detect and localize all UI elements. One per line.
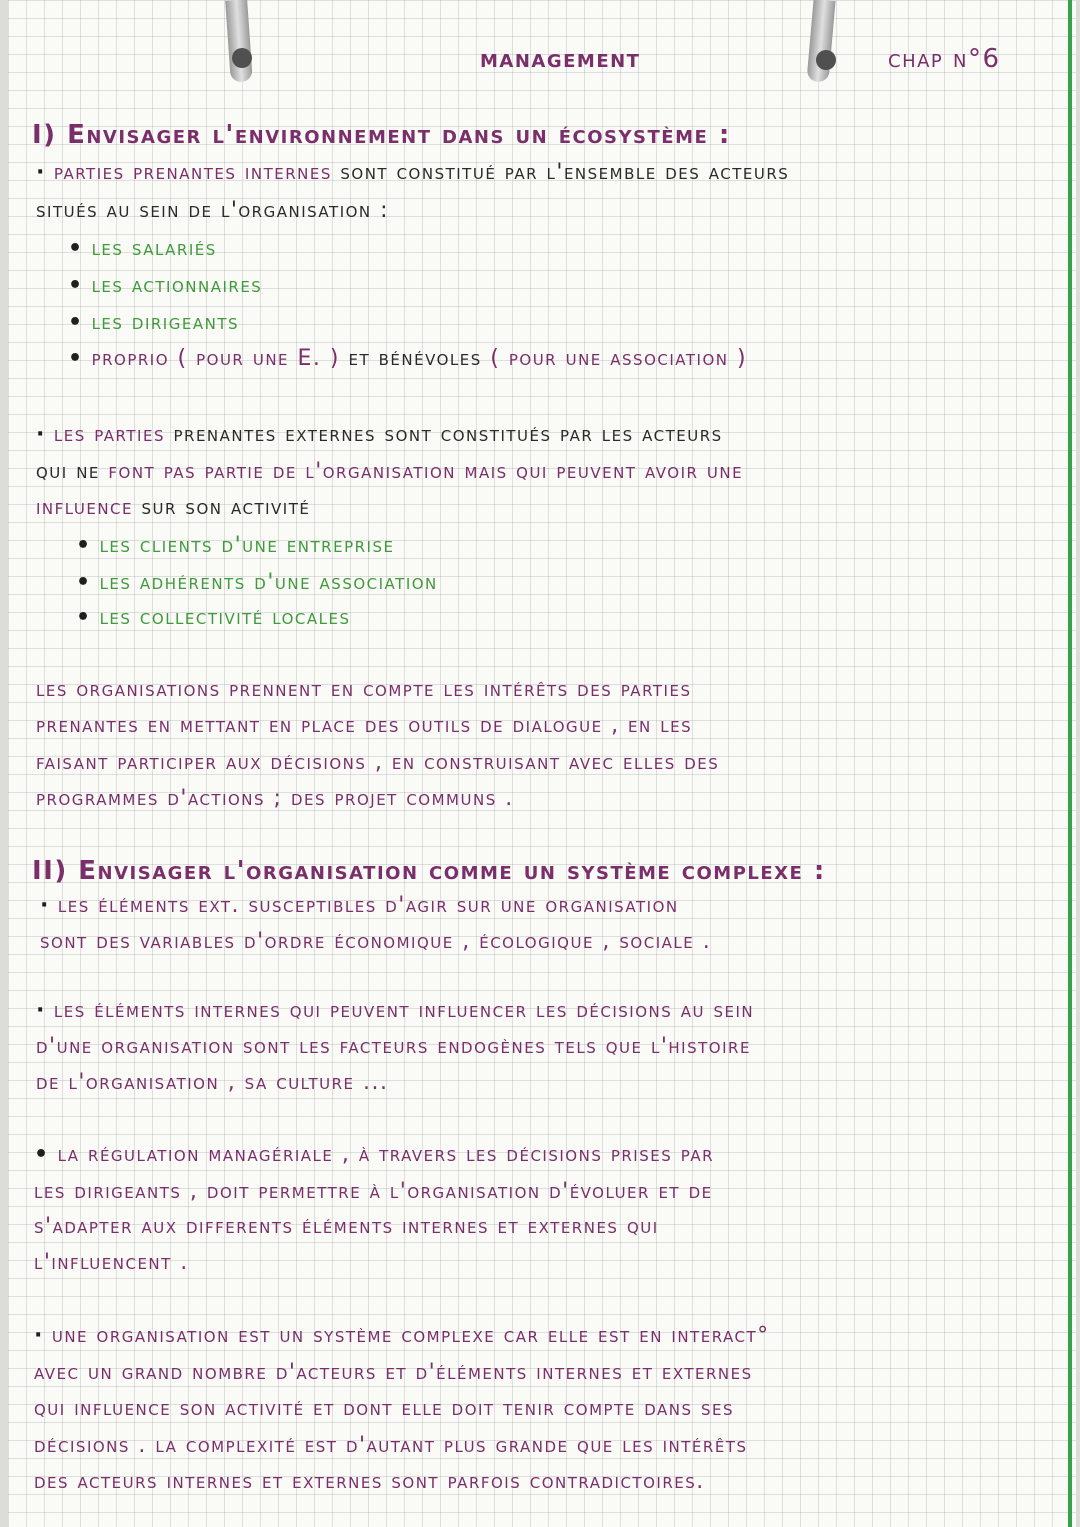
subject-title: management [480,44,641,74]
ext-elements-line-2: sont des variables d'ordre économique , écologique , sociale . [40,929,712,954]
stakeholder-para-line-3: faisant participer aux décisions , en construisant avec elles des [36,750,720,775]
internal-item-2: • les actionnaires [68,273,263,298]
complex-line-1: · une organisation est un système complexe car elle est en interact° [34,1323,770,1348]
int-elements-line-2: d'une organisation sont les facteurs endogènes tels que l'histoire [36,1034,751,1059]
internal-item-4: • proprio ( pour une E. ) et bénévoles ( pour une association ) [68,346,748,371]
internal-def: sont constitué par l'ensemble des acteurs [340,160,790,185]
punch-hole-right [816,50,836,70]
ext-elements-line-1: · les éléments ext. susceptibles d'agir sur une organisation [40,893,679,918]
regulation-line-4: l'influencent . [34,1250,189,1275]
internal-item-1: • les salariés [68,236,217,261]
external-line-1: · les parties prenantes externes sont constitués par les acteurs [36,422,723,447]
stakeholder-para-line-2: prenantes en mettant en place des outils de dialogue , en les [36,713,693,738]
section-1-heading: I) Envisager l'environnement dans un écosystème : [32,120,731,150]
internal-term: parties prenantes internes [53,160,332,185]
complex-line-2: avec un grand nombre d'acteurs et d'éléments internes et externes [34,1360,753,1385]
external-item-3: • les collectivité locales [76,605,351,630]
stakeholder-para-line-4: programmes d'actions ; des projet communs . [36,786,514,811]
internal-line-1: · parties prenantes internes sont constitué par l'ensemble des acteurs [36,160,790,185]
external-line-2: qui ne font pas partie de l'organisation mais qui peuvent avoir une [36,459,744,484]
external-item-2: • les adhérents d'une association [76,570,438,595]
complex-line-4: décisions . la complexité est d'autant plus grande que les intérêts [34,1433,748,1458]
stakeholder-para-line-1: les organisations prennent en compte les intérêts des parties [36,677,692,702]
external-item-1: • les clients d'une entreprise [76,533,395,558]
int-elements-line-1: · les éléments internes qui peuvent influencer les décisions au sein [36,998,755,1023]
internal-line-2: situés au sein de l'organisation : [36,198,390,223]
external-line-3: influence sur son activité [36,495,311,520]
regulation-line-1: • la régulation managériale , à travers les décisions prises par [34,1142,715,1167]
regulation-line-3: s'adapter aux differents éléments internes et externes qui [34,1214,659,1239]
chapter-number: chap n°6 [888,44,1001,74]
internal-item-3: • les dirigeants [68,310,239,335]
section-2-heading: II) Envisager l'organisation comme un système complexe : [32,856,826,886]
punch-hole-left [232,48,252,68]
complex-line-5: des acteurs internes et externes sont parfois contradictoires. [34,1469,705,1494]
complex-line-3: qui influence son activité et dont elle doit tenir compte dans ses [34,1396,734,1421]
int-elements-line-3: de l'organisation , sa culture ... [36,1070,389,1095]
regulation-line-2: les dirigeants , doit permettre à l'organisation d'évoluer et de [34,1179,713,1204]
margin-line [1068,0,1072,1527]
